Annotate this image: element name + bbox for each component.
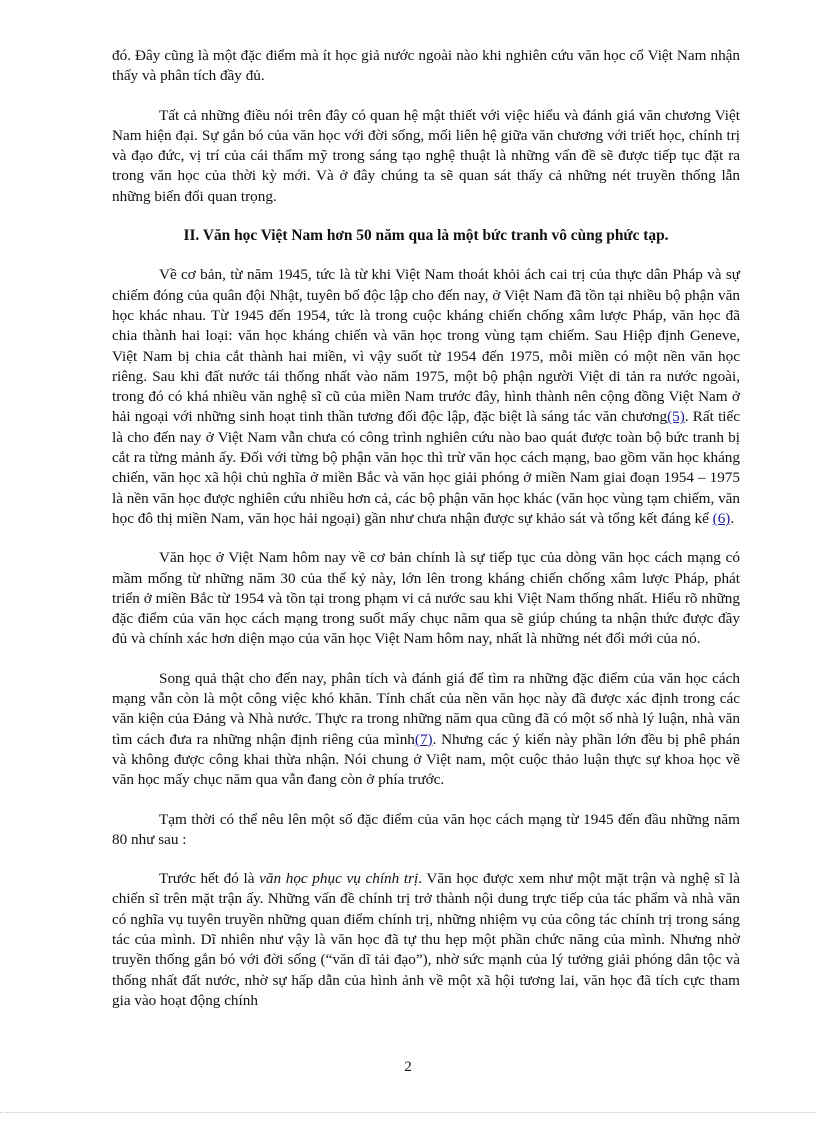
paragraph-5-text-a: Song quả thật cho đến nay, phân tích và đánh giá để tìm ra những đặc điểm của văn học cách mạng vẫn còn là một công việc khó khăn. Tính chất của nền văn học này đã được xác định trong các văn kiện của Đảng và Nhà nước. Thực ra trong những năm qua cũng đã có một số nhà lý luận, nhà văn tìm cách đưa ra những nhận định riêng của mình [112,669,740,748]
paragraph-1: đó. Đây cũng là một đặc điểm mà ít học giả nước ngoài nào khi nghiên cứu văn học cổ Việt Nam nhận thấy và phân tích đầy đủ. [112,47,740,85]
paragraph-2: Tất cả những điều nói trên đây có quan hệ mật thiết với việc hiểu và đánh giá văn chương Việt Nam hiện đại. Sự gắn bó của văn học với đời sống, mối liên hệ giữa văn chương với triết học, chính trị và đạo đức, vị trí của cái thẩm mỹ trong sáng tạo nghệ thuật là những vấn đề sẽ được tiếp tục đặt ra trong văn học của thời kỳ mới. Và ở đây chúng ta sẽ quan sát thấy cả những nét truyền thống lẫn những biến đổi quan trọng. [112,106,740,205]
footnote-ref-6[interactable]: (6) [712,509,731,527]
paragraph-3 [112,265,740,529]
paragraph-7-emphasis: văn học phục vụ chính trị [259,870,419,888]
paragraph-5 [112,669,740,791]
paragraph-7-text-b: . Văn học được xem như một mặt trận và nghệ sĩ là chiến sĩ trên mặt trận ấy. Những vấn đề chính trị trở thành nội dung trực tiếp của tác phẩm và nhà văn có nghĩa vụ tuyên truyền những quan điểm chính trị, những nhiệm vụ của công tác chính trị trong sáng tác của mình. Dĩ nhiên như vậy là văn học đã tự thu hẹp một phần chức năng của mình. Nhưng nhờ truyền thống gắn bó với đời sống (“văn dĩ tải đạo”), nhờ sức mạnh của lý tưởng giải phóng dân tộc và thống nhất đất nước, nhờ sự hấp dẫn của hình ảnh về một xã hội tương lai, văn học đã tích cực tham gia vào hoạt động chính [112,870,740,1009]
paragraph-3-text-b: . Rất tiếc là cho đến nay ở Việt Nam vẫn chưa có công trình nghiên cứu nào bao quát được toàn bộ bức tranh bị cắt ra từng mảnh ấy. Đối với từng bộ phận văn học thì trừ văn học cách mạng, bao gồm văn học kháng chiến, văn học xã hội chủ nghĩa ở miền Bắc và văn học giải phóng ở miền Nam giai đoạn 1954 – 1975 là nền văn học được nghiên cứu nhiều hơn cả, các bộ phận văn học khác (văn học vùng tạm chiếm, văn học đô thị miền Nam, văn học hải ngoại) gần như chưa nhận được sự khảo sát và tổng kết đáng kể [112,408,740,527]
page-content [112,46,740,1030]
paragraph-6: Tạm thời có thể nêu lên một số đặc điểm của văn học cách mạng từ 1945 đến đầu những năm 80 như sau : [112,810,740,848]
paragraph-5-text-b: . Nhưng các ý kiến này phần lớn đều bị phê phán và không được công khai thừa nhận. Nói chung ở Việt nam, một cuộc thảo luận thực sự khoa học về văn học mấy chục năm qua vẫn đang còn ở phía trước. [112,730,740,789]
paragraph-7 [112,869,740,1011]
page-number: 2 [404,1058,412,1075]
paragraph-3-text-c: . [730,509,735,527]
paragraph-7-text-a: Trước hết đó là [159,870,260,888]
footnote-ref-5[interactable]: (5) [667,408,685,426]
paragraph-4: Văn học ở Việt Nam hôm nay về cơ bản chính là sự tiếp tục của dòng văn học cách mạng có mầm mống từ những năm 30 của thế kỷ này, lớn lên trong kháng chiến chống xâm lược Pháp, phát triển ở miền Bắc từ 1954 và tồn tại trong phạm vi cả nước sau khi Việt Nam thống nhất. Hiểu rõ những đặc điểm của văn học cách mạng trong suốt mấy chục năm qua sẽ giúp chúng ta nhận thức được đầy đủ và chính xác hơn diện mạo của văn học Việt Nam hôm nay, nhất là những nét đổi mới của nó. [112,549,740,648]
section-heading: II. Văn học Việt Nam hơn 50 năm qua là một bức tranh vô cùng phức tạp. [183,227,669,245]
page-bottom-divider [0,1112,816,1113]
footnote-ref-7[interactable]: (7) [414,730,433,748]
paragraph-3-text-a: Về cơ bản, từ năm 1945, tức là từ khi Việt Nam thoát khỏi ách cai trị của thực dân Pháp và sự chiếm đóng của quân đội Nhật, tuyên bố độc lập cho đến nay, ở Việt Nam đã tồn tại nhiều bộ phận văn học khác nhau. Từ 1945 đến 1954, tức là trong cuộc kháng chiến chống xâm lược Pháp, văn học đã chia thành hai loại: văn học kháng chiến và văn học trong vùng tạm chiếm. Sau Hiệp định Geneve, Việt Nam bị chia cắt thành hai miền, vì vậy suốt từ 1954 đến 1975, mỗi miền có một nền văn học riêng. Sau khi đất nước tái thống nhất vào năm 1975, một bộ phận người Việt di tản ra nước ngoài, trong đó có khá nhiều văn nghệ sĩ cũ của miền Nam trước đây, hình thành nên cộng đồng Việt Nam ở hải ngoại với những sinh hoạt tinh thần tương đối độc lập, đặc biệt là sáng tác văn chương [112,266,740,426]
